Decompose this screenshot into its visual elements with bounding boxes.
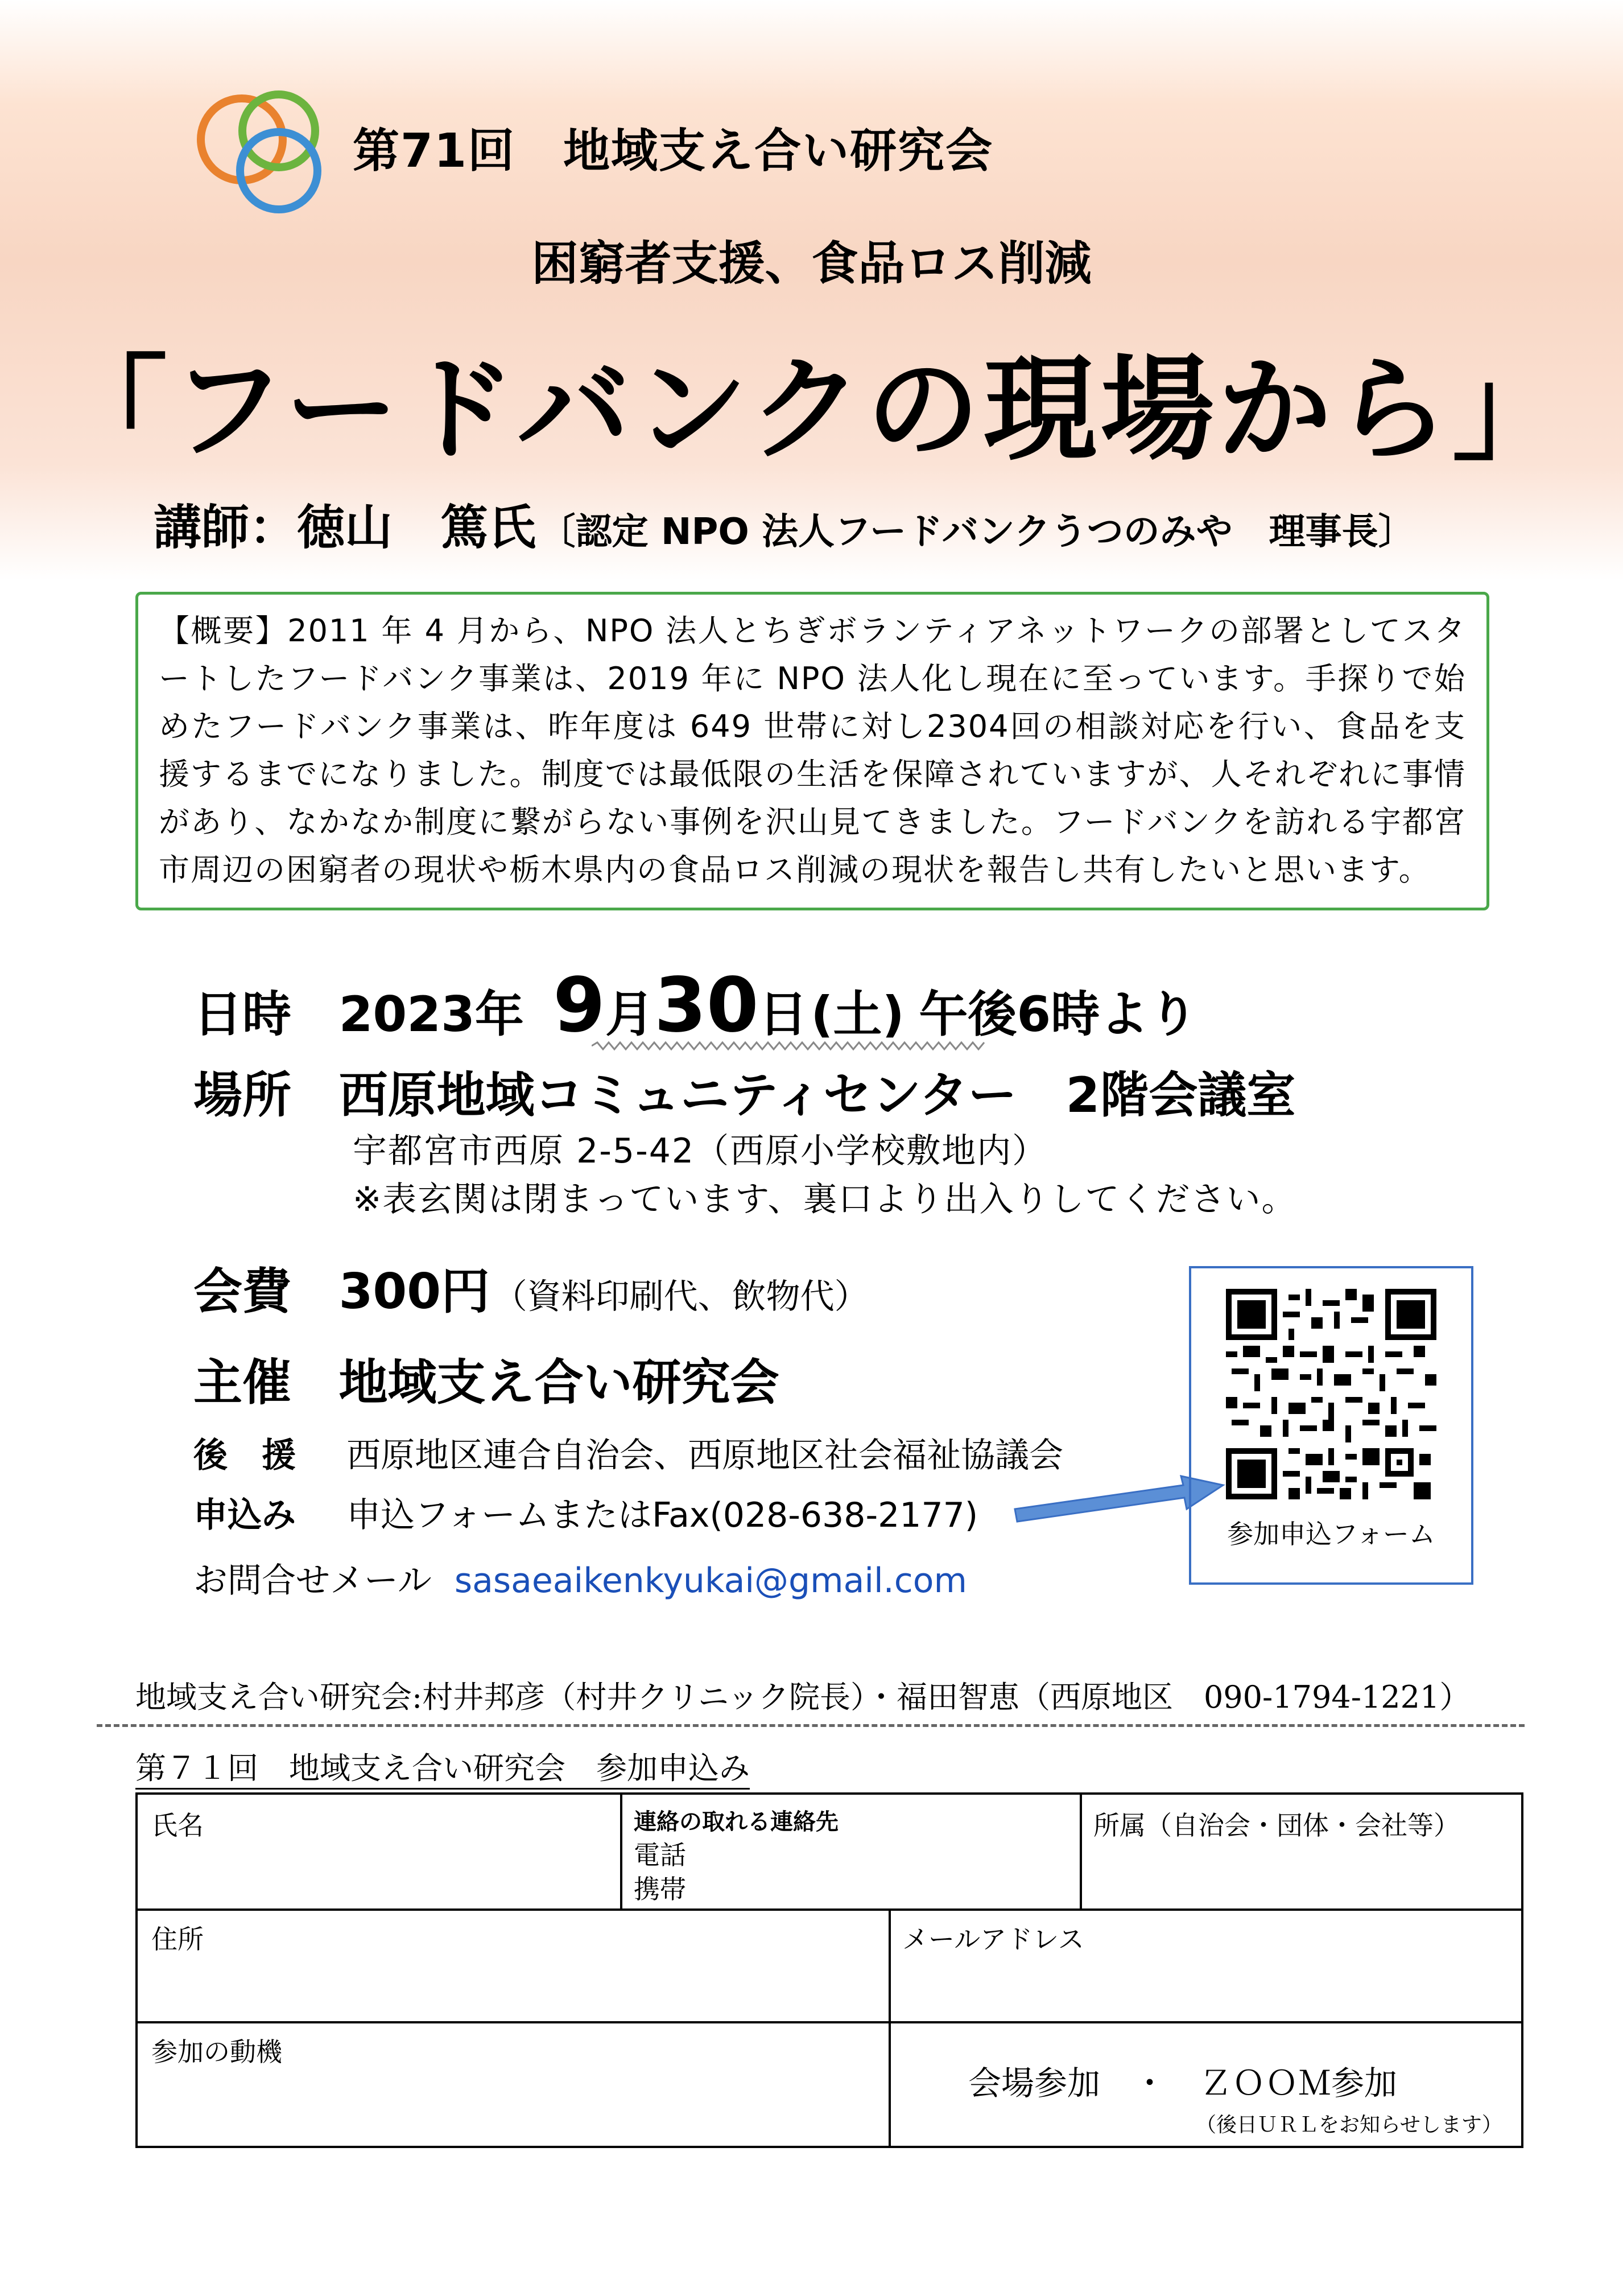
support-value: 西原地区連合自治会、西原地区社会福祉協議会 [346, 1436, 1064, 1475]
date-underline-squiggle [592, 1040, 990, 1052]
apply-label: 申込み [193, 1495, 296, 1535]
subtitle: 困窮者支援、食品ロス削減 [531, 237, 1092, 291]
attendance-options[interactable]: 会場参加 ・ ＺＯＯＭ参加 [968, 2064, 1398, 2103]
email-field[interactable]: メールアドレス [902, 1924, 1084, 1955]
date-label: 日時 [193, 986, 291, 1043]
form-col-divider [620, 1795, 622, 1908]
lecturer-line [154, 489, 1415, 558]
support-row [193, 1428, 1063, 1477]
motive-field[interactable]: 参加の動機 [151, 2037, 282, 2067]
fee-amount: 300円 [338, 1263, 490, 1320]
main-title: 「フードバンクの現場から」 [53, 344, 1570, 476]
summary-box: 【概要】2011 年 4 月から、NPO 法人とちぎボランティアネットワークの部署としてスタートしたフードバンク事業は、2019 年に NPO 法人化し現在に至っています。手探りで始めたフードバンク事業は、昨年度は 649 世帯に対し2304回の相談対応を行い、食品を支援するまでになりました。制度では最低限の生活を保障されていますが、人それぞれに事情があり、なかなか制度に繋がらない事例を沢山見てきました。フードバンクを訪れる宇都宮市周辺の困窮者の現状や栃木県内の食品ロス削減の現状を報告し共有したいと思います。 [135, 592, 1489, 910]
apply-row [193, 1488, 978, 1537]
address-field[interactable]: 住所 [151, 1924, 204, 1955]
place-note: ※表玄関は閉まっています、裏口より出入りしてください。 [353, 1180, 1297, 1219]
place-label: 場所 [193, 1067, 291, 1124]
date-day: 30 [654, 962, 759, 1049]
cut-line-divider [97, 1724, 1525, 1727]
contact-row [193, 1553, 967, 1602]
affiliation-field[interactable]: 所属（自治会・団体・会社等） [1093, 1810, 1460, 1841]
form-row-divider [138, 1908, 1521, 1911]
date-weekday: (土) [811, 986, 905, 1043]
application-form-table [135, 1792, 1523, 2148]
form-col-divider [1080, 1795, 1082, 1908]
form-col-divider [889, 1908, 891, 2146]
host-name: 地域支え合い研究会 [338, 1354, 779, 1411]
form-row-divider [138, 2021, 1521, 2023]
attendance-note: （後日ＵＲＬをお知らせします） [1196, 2113, 1502, 2137]
three-rings-logo [193, 85, 330, 216]
lecturer-name: 徳山 篤氏 [297, 500, 536, 555]
organizers-line: 地域支え合い研究会:村井邦彦（村井クリニック院長）・福田智恵（西原地区 090-1794-1221） [135, 1679, 1471, 1715]
date-row [193, 962, 1197, 1049]
place-row [193, 1056, 1295, 1126]
date-day-unit: 日 [758, 986, 808, 1043]
form-title: 第７１回 地域支え合い研究会 参加申込み [135, 1744, 750, 1790]
lecturer-label: 講師： [154, 500, 298, 555]
apply-value: 申込フォームまたはFax(028-638-2177) [346, 1495, 978, 1535]
date-month: 9 [553, 962, 605, 1049]
host-label: 主催 [193, 1354, 291, 1411]
lecturer-affiliation: 〔認定 NPO 法人フードバンクうつのみや 理事長〕 [539, 511, 1415, 553]
fee-note: （資料印刷代、飲物代） [493, 1277, 869, 1317]
mobile-field[interactable]: 携帯 [634, 1874, 686, 1905]
date-time: 午後6時より [919, 986, 1198, 1043]
support-label: 後 援 [193, 1436, 296, 1475]
contact-label: お問合せメール [193, 1561, 432, 1601]
qr-code-icon[interactable] [1226, 1289, 1436, 1499]
fee-row [193, 1252, 869, 1322]
date-year: 2023年 [338, 986, 524, 1043]
name-field[interactable]: 氏名 [151, 1810, 204, 1841]
qr-caption: 参加申込フォーム [1227, 1519, 1435, 1549]
phone-field[interactable]: 電話 [634, 1840, 686, 1870]
date-month-unit: 月 [605, 986, 654, 1043]
series-title: 第71回 地域支え合い研究会 [353, 124, 994, 178]
contact-email-link[interactable]: sasaeaikenkyukai@gmail.com [454, 1561, 967, 1601]
host-row [193, 1343, 779, 1413]
contact-label: 連絡の取れる連絡先 [634, 1809, 839, 1835]
fee-label: 会費 [193, 1263, 291, 1320]
place-name: 西原地域コミュニティセンター 2階会議室 [338, 1067, 1296, 1124]
place-address: 宇都宮市西原 2-5-42（西原小学校敷地内） [353, 1131, 1048, 1171]
